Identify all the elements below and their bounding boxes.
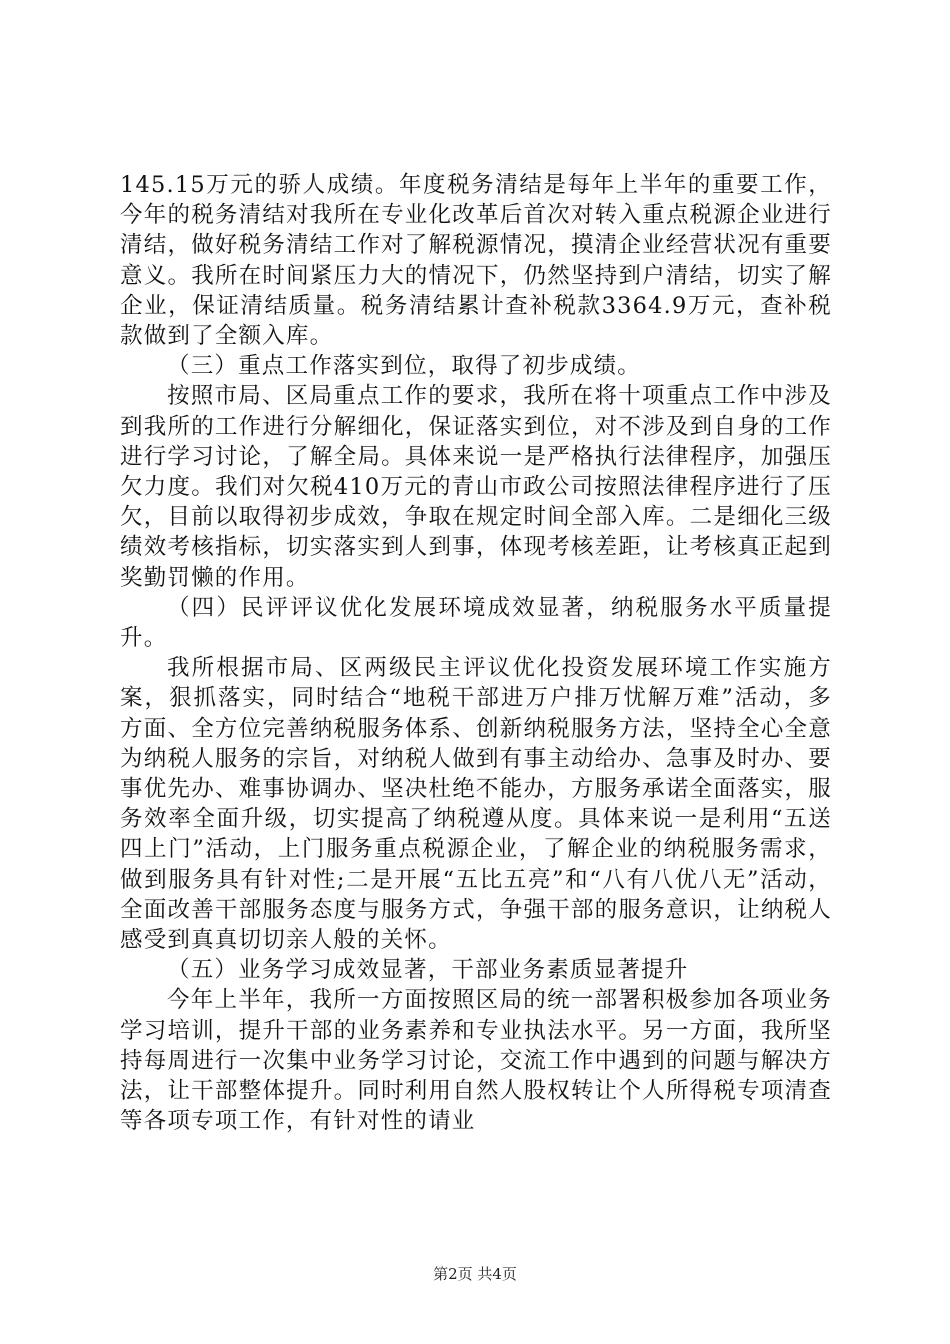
paragraph-continuation: 145.15万元的骄人成绩。年度税务清结是每年上半年的重要工作，今年的税务清结对我所在专业化改革后首次对转入重点税源企业进行清结，做好税务清结工作对了解税源情况，摸清企业经营状况有重要意义。我所在时间紧压力大的情况下，仍然坚持到户清结，切实了解企业，保证清结质量。税务清结累计查补税款3364.9万元，查补税款做到了全额入库。	[120, 172, 832, 350]
section-heading-4: （四）民评评议优化发展环境成效显著，纳税服务水平质量提升。	[120, 594, 832, 652]
section-heading-5: （五）业务学习成效显著，干部业务素质显著提升	[167, 957, 689, 984]
paragraph-key-work: 按照市局、区局重点工作的要求，我所在将十项重点工作中涉及到我所的工作进行分解细化，保证落实到位，对不涉及到自身的工作进行学习讨论，了解全局。具体来说一是严格执行法律程序，加强压欠力度。我们对欠税410万元的青山市政公司按照法律程序进行了压欠，目前以取得初步成效，争取在规定时间全部入库。二是细化三级绩效考核指标，切实落实到人到事，体现考核差距，让考核真正起到奖勤罚懒的作用。	[120, 383, 832, 591]
section-heading-3: （三）重点工作落实到位，取得了初步成绩。	[167, 353, 642, 380]
paragraph-study: 今年上半年，我所一方面按照区局的统一部署积极参加各项业务学习培训，提升干部的业务素养和专业执法水平。另一方面，我所坚持每周进行一次集中业务学习讨论，交流工作中遇到的问题与解决方法，让干部整体提升。同时利用自然人股权转让个人所得税专项清查等各项专项工作，有针对性的请业	[120, 987, 832, 1135]
document-body	[120, 170, 832, 1137]
paragraph-tax-service: 我所根据市局、区两级民主评议优化投资发展环境工作实施方案，狠抓落实，同时结合“地税干部进万户排万忧解万难”活动，多方面、全方位完善纳税服务体系、创新纳税服务方法，坚持全心全意为纳税人服务的宗旨，对纳税人做到有事主动给办、急事及时办、要事优先办、难事协调办、坚决杜绝不能办，方服务承诺全面落实，服务效率全面升级，切实提高了纳税遵从度。具体来说一是利用“五送四上门”活动，上门服务重点税源企业，了解企业的纳税服务需求，做到服务具有针对性;二是开展“五比五亮”和“八有八优八无”活动，全面改善干部服务态度与服务方式，争强干部的服务意识，让纳税人感受到真真切切亲人般的关怀。	[120, 655, 832, 954]
page-number-footer: 第2页 共4页	[433, 1265, 517, 1283]
